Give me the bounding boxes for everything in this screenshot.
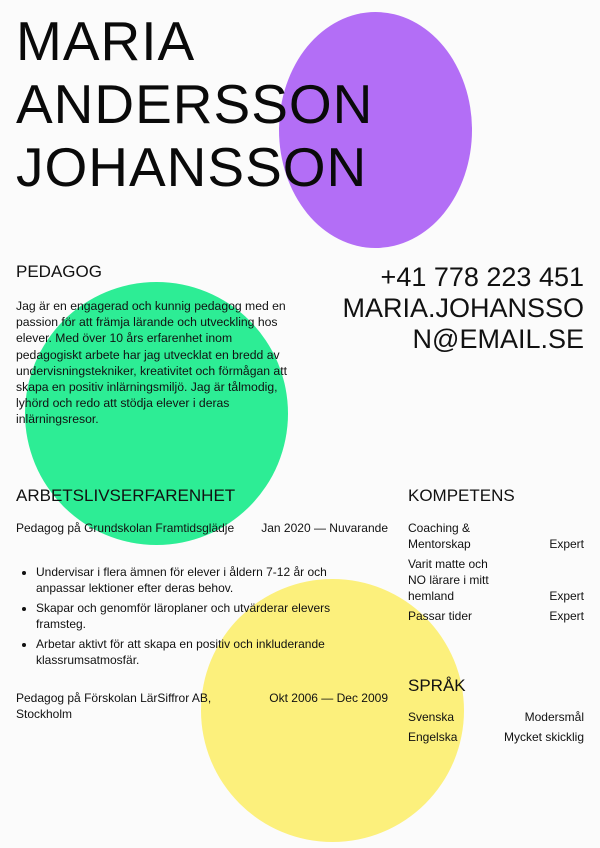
skills-heading: KOMPETENS: [408, 486, 515, 505]
skill-name: Coaching & Mentorskap: [408, 521, 471, 551]
profile-summary: Jag är en engagerad och kunnig pedagog med en passion för att främja lärande och utveckling hos elever. Med över 10 års erfarenhet inom pedagogiskt arbete har jag utvecklat en bredd av undervisningstekniker, kreativitet och förmågan att skapa en positiv inlärningsmiljö. Jag är tålmodig, lyhörd och redo att stödja elever i deras inlärningsresor.: [16, 299, 287, 427]
responsibility-item: • Arbetar aktivt för att skapa en positiv och inkluderande klassrumsatmosfär.: [36, 636, 376, 668]
language-level: Mycket skicklig: [503, 730, 584, 744]
skill-level: Expert: [549, 589, 584, 603]
skill-level: Expert: [549, 609, 584, 623]
skill-row: [408, 608, 584, 624]
skill-name: Varit matte och NO lärare i mitt hemland: [408, 557, 489, 603]
skill-level: Expert: [549, 537, 584, 551]
skill-row: [408, 556, 584, 604]
languages-list: [408, 709, 584, 749]
name-line-1: MARIA: [16, 10, 196, 72]
email-line-1: MARIA.JOHANSSO: [342, 293, 584, 323]
skill-row: [408, 520, 584, 552]
skills-list: [408, 520, 584, 630]
language-level: Modersmål: [524, 710, 584, 724]
language-row: [408, 709, 584, 725]
contact-info: [314, 262, 584, 355]
skill-name: Passar tider: [408, 609, 473, 623]
job-dates: Okt 2006 — Dec 2009: [269, 691, 388, 705]
job-title: Pedagog på Förskolan LärSiffror AB, Stockholm: [16, 691, 212, 721]
language-row: [408, 729, 584, 745]
language-name: Svenska: [408, 710, 455, 724]
full-name: [16, 10, 373, 199]
job-responsibilities: [20, 564, 376, 672]
languages-heading: SPRÅK: [408, 676, 466, 695]
phone-number: +41 778 223 451: [380, 262, 584, 292]
job-role: PEDAGOG: [16, 262, 102, 281]
language-name: Engelska: [408, 730, 458, 744]
experience-heading: ARBETSLIVSERFARENHET: [16, 486, 236, 505]
job-title: Pedagog på Grundskolan Framtidsglädje: [16, 521, 235, 535]
responsibility-item: • Undervisar i flera ämnen för elever i åldern 7-12 år och anpassar lektioner efter deras behov.: [36, 564, 376, 596]
name-line-3: JOHANSSON: [16, 136, 368, 198]
job-dates: Jan 2020 — Nuvarande: [261, 521, 388, 535]
name-line-2: ANDERSSON: [16, 73, 374, 135]
responsibility-item: • Skapar och genomför läroplaner och utvärderar elevers framsteg.: [36, 600, 376, 632]
email-line-2: N@EMAIL.SE: [412, 324, 584, 354]
